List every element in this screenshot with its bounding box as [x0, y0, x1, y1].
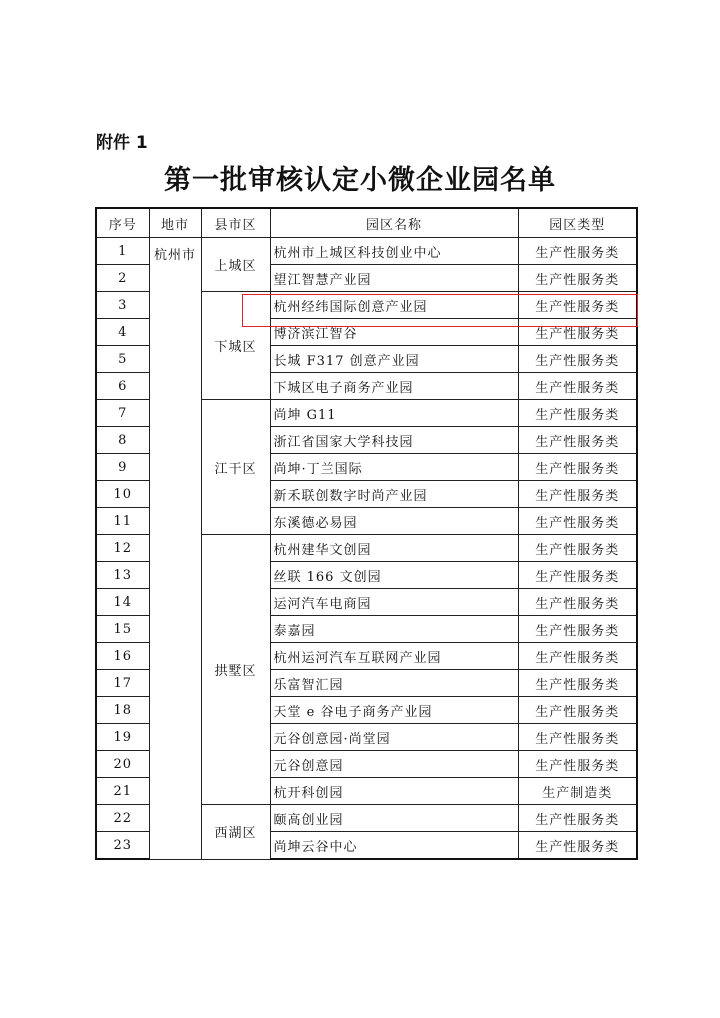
district-cell: 江干区 [201, 400, 270, 535]
header-district: 县市区 [201, 208, 270, 238]
row-number: 20 [96, 751, 149, 778]
row-number: 11 [96, 508, 149, 535]
row-number: 6 [96, 373, 149, 400]
park-name: 尚坤 G11 [270, 400, 518, 427]
park-name: 浙江省国家大学科技园 [270, 427, 518, 454]
row-number: 15 [96, 616, 149, 643]
park-name: 乐富智汇园 [270, 670, 518, 697]
park-name: 杭州经纬国际创意产业园 [270, 292, 518, 319]
row-number: 9 [96, 454, 149, 481]
park-type: 生产性服务类 [518, 292, 637, 319]
table-row [96, 238, 637, 265]
row-number: 21 [96, 778, 149, 805]
park-type: 生产性服务类 [518, 238, 637, 265]
park-name: 泰嘉园 [270, 616, 518, 643]
park-type: 生产性服务类 [518, 535, 637, 562]
row-number: 1 [96, 238, 149, 265]
row-number: 18 [96, 697, 149, 724]
row-number: 10 [96, 481, 149, 508]
park-list-table [95, 207, 638, 860]
park-name: 杭州运河汽车互联网产业园 [270, 643, 518, 670]
district-cell: 西湖区 [201, 805, 270, 860]
park-type: 生产性服务类 [518, 616, 637, 643]
district-cell: 下城区 [201, 292, 270, 400]
park-type: 生产性服务类 [518, 805, 637, 832]
park-type: 生产性服务类 [518, 589, 637, 616]
row-number: 7 [96, 400, 149, 427]
row-number: 4 [96, 319, 149, 346]
table-header-row [96, 208, 637, 238]
page-title: 第一批审核认定小微企业园名单 [164, 165, 556, 196]
park-type: 生产性服务类 [518, 319, 637, 346]
row-number: 16 [96, 643, 149, 670]
park-type: 生产性服务类 [518, 346, 637, 373]
park-name: 新禾联创数字时尚产业园 [270, 481, 518, 508]
row-number: 12 [96, 535, 149, 562]
park-type: 生产性服务类 [518, 373, 637, 400]
park-name: 杭开科创园 [270, 778, 518, 805]
park-type: 生产性服务类 [518, 427, 637, 454]
park-name: 长城 F317 创意产业园 [270, 346, 518, 373]
park-name: 尚坤·丁兰国际 [270, 454, 518, 481]
district-cell: 拱墅区 [201, 535, 270, 805]
park-type: 生产性服务类 [518, 265, 637, 292]
header-park-type: 园区类型 [518, 208, 637, 238]
row-number: 19 [96, 724, 149, 751]
park-name: 颐高创业园 [270, 805, 518, 832]
row-number: 14 [96, 589, 149, 616]
header-city: 地市 [149, 208, 201, 238]
park-type: 生产性服务类 [518, 832, 637, 860]
row-number: 5 [96, 346, 149, 373]
park-name: 尚坤云谷中心 [270, 832, 518, 860]
park-type: 生产性服务类 [518, 481, 637, 508]
attachment-label: 附件 1 [96, 133, 148, 153]
park-type: 生产性服务类 [518, 697, 637, 724]
park-name: 东溪德必易园 [270, 508, 518, 535]
header-park-name: 园区名称 [270, 208, 518, 238]
park-name: 博济滨江智谷 [270, 319, 518, 346]
park-name: 杭州建华文创园 [270, 535, 518, 562]
park-name: 下城区电子商务产业园 [270, 373, 518, 400]
row-number: 22 [96, 805, 149, 832]
header-index: 序号 [96, 208, 149, 238]
park-type: 生产性服务类 [518, 643, 637, 670]
park-type: 生产性服务类 [518, 400, 637, 427]
park-name: 望江智慧产业园 [270, 265, 518, 292]
row-number: 13 [96, 562, 149, 589]
city-cell: 杭州市 [149, 238, 201, 860]
park-name: 元谷创意园 [270, 751, 518, 778]
park-name: 天堂 e 谷电子商务产业园 [270, 697, 518, 724]
park-type: 生产性服务类 [518, 670, 637, 697]
park-type: 生产性服务类 [518, 724, 637, 751]
park-name: 元谷创意园·尚堂园 [270, 724, 518, 751]
park-type: 生产性服务类 [518, 751, 637, 778]
row-number: 8 [96, 427, 149, 454]
district-cell: 上城区 [201, 238, 270, 292]
park-name: 杭州市上城区科技创业中心 [270, 238, 518, 265]
row-number: 2 [96, 265, 149, 292]
row-number: 17 [96, 670, 149, 697]
park-type: 生产性服务类 [518, 508, 637, 535]
park-type: 生产性服务类 [518, 454, 637, 481]
park-name: 丝联 166 文创园 [270, 562, 518, 589]
park-type: 生产性服务类 [518, 562, 637, 589]
park-type: 生产制造类 [518, 778, 637, 805]
row-number: 3 [96, 292, 149, 319]
park-name: 运河汽车电商园 [270, 589, 518, 616]
row-number: 23 [96, 832, 149, 860]
